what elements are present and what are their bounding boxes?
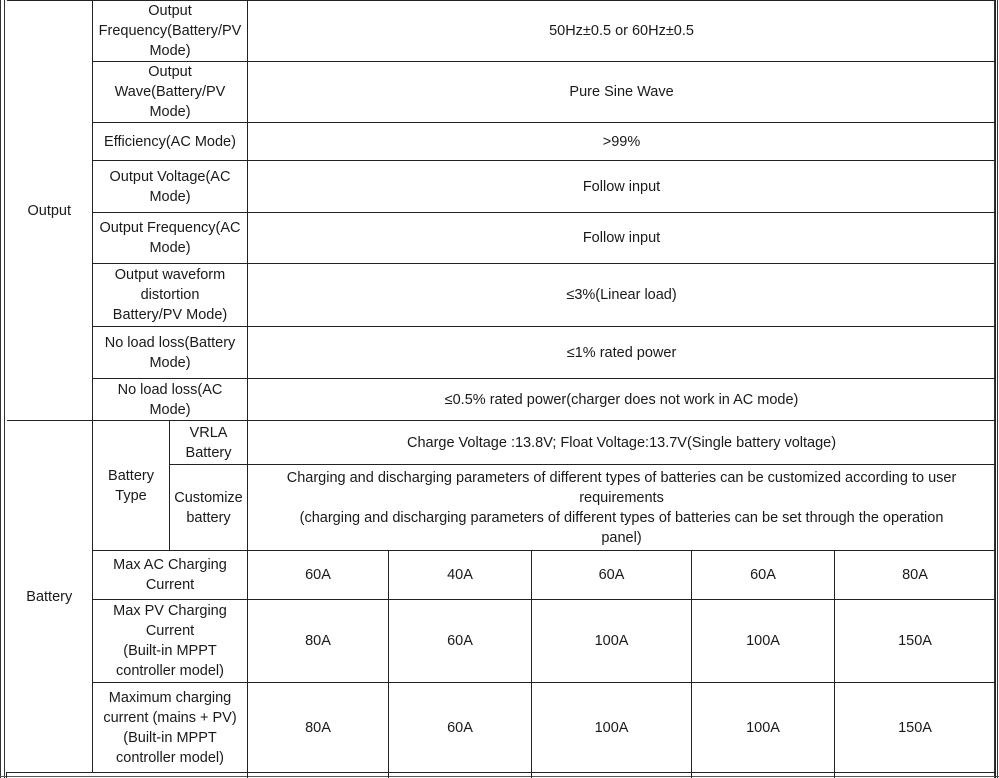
row-value: ≤0.5% rated power(charger does not work in AC mode)	[248, 379, 996, 421]
specifications-table	[6, 0, 996, 778]
row-value: >99%	[248, 123, 996, 161]
row-label: Output Voltage(AC Mode)	[93, 161, 248, 213]
outer-border-left-inner	[4, 0, 5, 778]
value-cell: 60A	[248, 551, 389, 600]
row-label: Max AC Charging Current	[93, 551, 248, 600]
row-label: Output Frequency(AC Mode)	[93, 213, 248, 264]
value-cell: 80A	[835, 551, 996, 600]
table-row	[7, 264, 996, 327]
row-label: Output waveform distortion Battery/PV Mode)	[93, 264, 248, 327]
partial-cell	[835, 773, 996, 778]
table-row	[7, 1, 996, 62]
table-row	[7, 421, 996, 465]
table-row	[7, 600, 996, 683]
table-row-partial	[7, 773, 996, 778]
row-value: Pure Sine Wave	[248, 62, 996, 123]
row-label: Output Frequency(Battery/PV Mode)	[93, 1, 248, 62]
value-cell: 100A	[692, 683, 835, 773]
value-cell: 60A	[692, 551, 835, 600]
table-row	[7, 123, 996, 161]
table-row	[7, 551, 996, 600]
row-value: ≤3%(Linear load)	[248, 264, 996, 327]
section-label-battery: Battery	[7, 421, 93, 773]
value-cell: 60A	[389, 683, 532, 773]
customize-battery-label: Customize battery	[170, 465, 248, 551]
section-label-output: Output	[7, 1, 93, 421]
value-cell: 60A	[389, 600, 532, 683]
partial-cell	[248, 773, 389, 778]
row-label: Efficiency(AC Mode)	[93, 123, 248, 161]
row-value: Follow input	[248, 213, 996, 264]
partial-cell	[389, 773, 532, 778]
value-cell: 80A	[248, 600, 389, 683]
row-label: Max PV Charging Current (Built-in MPPT controller model)	[93, 600, 248, 683]
customize-battery-value: Charging and discharging parameters of different types of batteries can be customized according to user requirements (charging and discharging parameters of different types of batteries can be set through the operation panel)	[248, 465, 996, 551]
value-cell: 40A	[389, 551, 532, 600]
value-cell: 80A	[248, 683, 389, 773]
table-row	[7, 62, 996, 123]
row-label: Maximum charging current (mains + PV) (Built-in MPPT controller model)	[93, 683, 248, 773]
row-value: Follow input	[248, 161, 996, 213]
table-row	[7, 379, 996, 421]
partial-cell	[532, 773, 692, 778]
vrla-battery-value: Charge Voltage :13.8V; Float Voltage:13.7V(Single battery voltage)	[248, 421, 996, 465]
vrla-battery-label: VRLA Battery	[170, 421, 248, 465]
value-cell: 100A	[532, 600, 692, 683]
row-label: No load loss(AC Mode)	[93, 379, 248, 421]
value-cell: 100A	[692, 600, 835, 683]
outer-border-left	[0, 0, 1, 778]
partial-cell	[692, 773, 835, 778]
value-cell: 60A	[532, 551, 692, 600]
partial-cell	[7, 773, 248, 778]
value-cell: 100A	[532, 683, 692, 773]
row-label: Output Wave(Battery/PV Mode)	[93, 62, 248, 123]
value-cell: 150A	[835, 683, 996, 773]
table-row	[7, 683, 996, 773]
battery-type-label: Battery Type	[93, 421, 170, 551]
value-cell: 150A	[835, 600, 996, 683]
outer-border-right	[997, 0, 998, 778]
row-label: No load loss(Battery Mode)	[93, 327, 248, 379]
table-row	[7, 213, 996, 264]
row-value: 50Hz±0.5 or 60Hz±0.5	[248, 1, 996, 62]
row-value: ≤1% rated power	[248, 327, 996, 379]
table-row	[7, 161, 996, 213]
table-row	[7, 327, 996, 379]
